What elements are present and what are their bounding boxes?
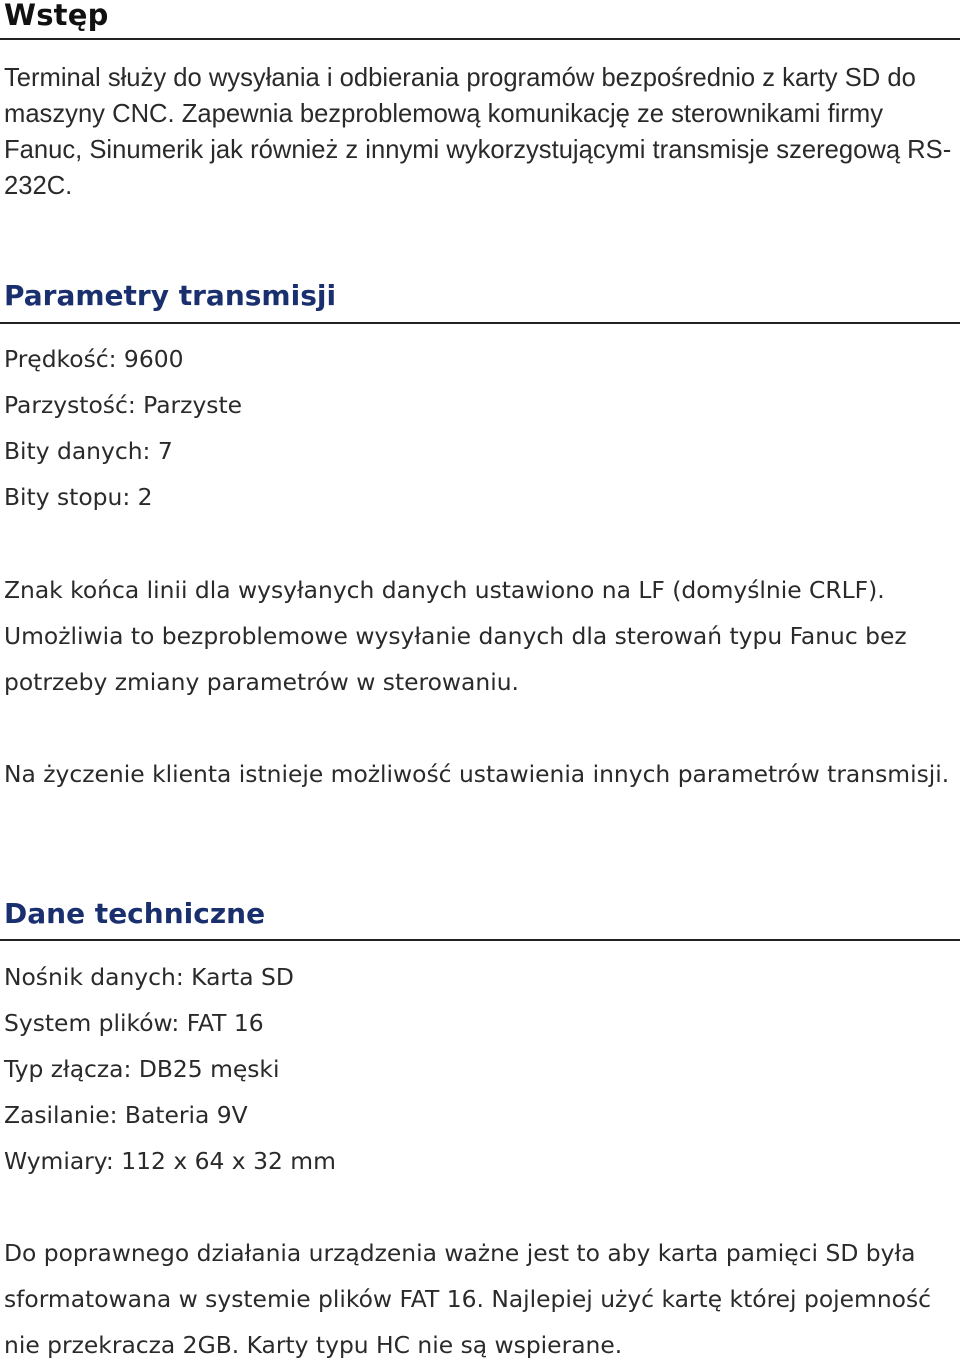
- custom-params-paragraph: Na życzenie klienta istnieje możliwość ustawienia innych parametrów transmisji.: [4, 760, 950, 788]
- intro-paragraph: Terminal służy do wysyłania i odbierania programów bezpośrednio z karty SD do maszyny CNC. Zapewnia bezproblemową komunikację ze sterownikami firmy Fanuc, Sinumerik jak również z innymi wykorzystującymi transmisje szeregową RS-232C.: [4, 64, 952, 200]
- spec-line: Nośnik danych: Karta SD: [4, 963, 294, 991]
- spec-line: Zasilanie: Bateria 9V: [4, 1101, 248, 1129]
- section-heading-technical: Dane techniczne: [4, 897, 266, 930]
- heading-rule: [0, 939, 960, 941]
- spec-line: Typ złącza: DB25 męski: [4, 1055, 280, 1083]
- heading-rule: [0, 38, 960, 40]
- section-heading-transmission: Parametry transmisji: [4, 279, 337, 312]
- spec-line: Wymiary: 112 x 64 x 32 mm: [4, 1147, 336, 1175]
- param-line: Prędkość: 9600: [4, 345, 184, 373]
- eol-note-paragraph: Znak końca linii dla wysyłanych danych ustawiono na LF (domyślnie CRLF). Umożliwia to bezproblemowe wysyłanie danych dla sterowań typu Fanuc bez potrzeby zmiany parametrów w sterowaniu.: [4, 576, 907, 696]
- param-line: Bity danych: 7: [4, 437, 173, 465]
- param-line: Parzystość: Parzyste: [4, 391, 243, 419]
- heading-rule: [0, 322, 960, 324]
- sd-card-note-paragraph: Do poprawnego działania urządzenia ważne jest to aby karta pamięci SD była sformatowana w systemie plików FAT 16. Najlepiej użyć kartę której pojemność nie przekracza 2GB. Karty typu HC nie są wspierane.: [4, 1239, 932, 1359]
- section-heading-intro: Wstęp: [4, 0, 109, 32]
- spec-line: System plików: FAT 16: [4, 1009, 264, 1037]
- param-line: Bity stopu: 2: [4, 483, 153, 511]
